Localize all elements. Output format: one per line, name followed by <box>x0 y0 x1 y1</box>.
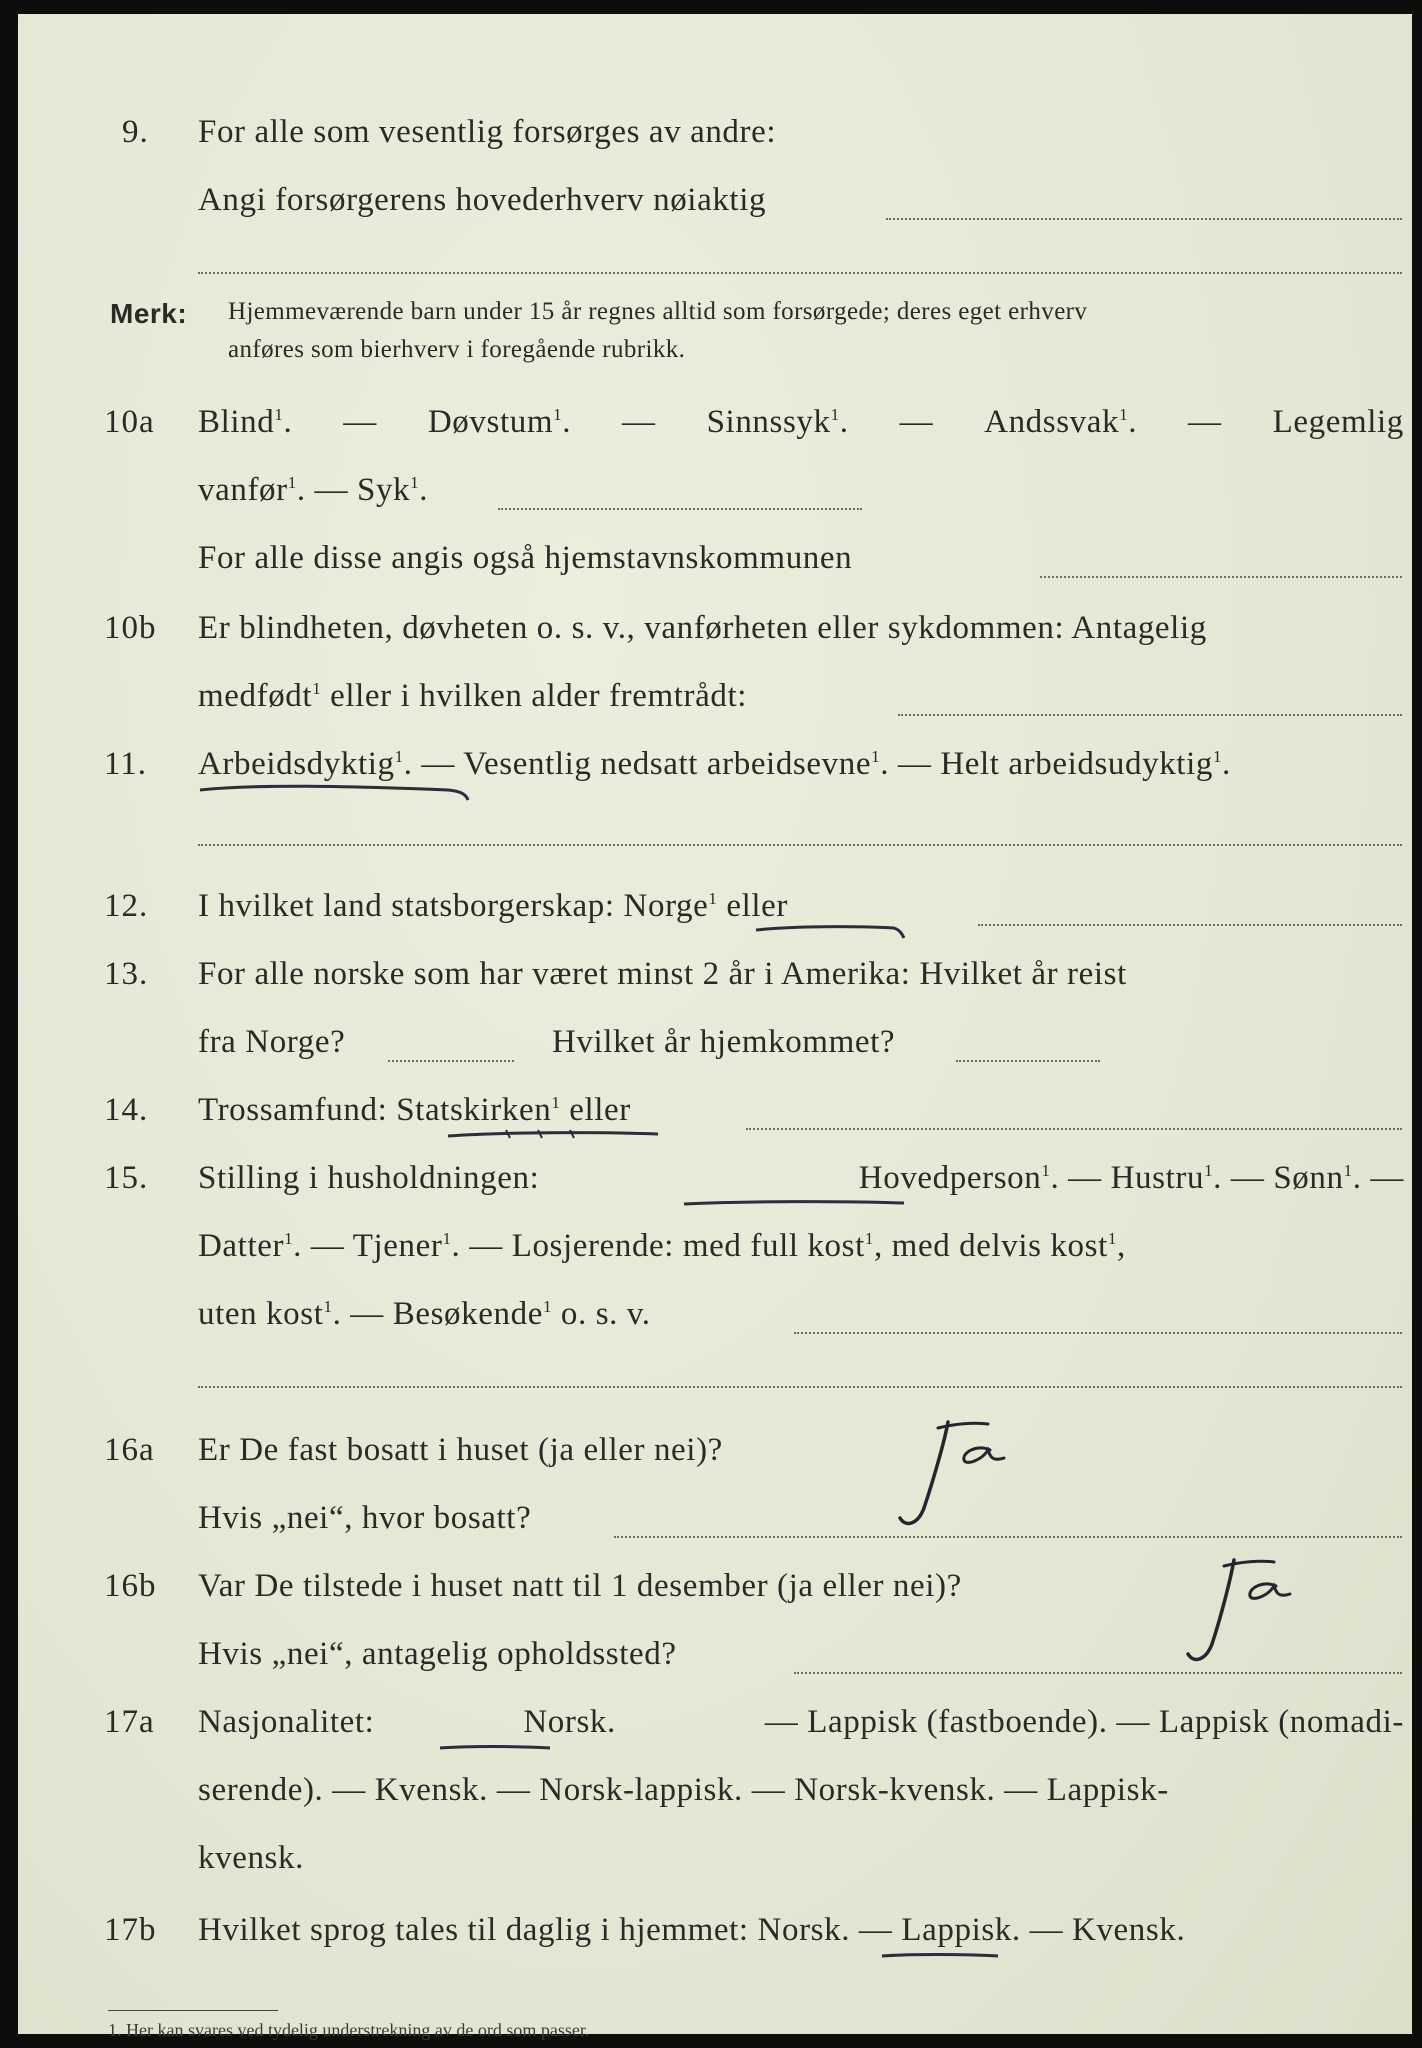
question-15-line-2 <box>18 1228 1412 1278</box>
question-number: 13. <box>104 956 149 992</box>
question-text: vanfør$^1$. — Syk$^1$. <box>198 472 429 508</box>
answer-line[interactable] <box>498 508 862 510</box>
question-text: fra Norge? <box>198 1024 346 1060</box>
option-norsk-sprog[interactable]: Norsk. <box>757 1912 851 1948</box>
question-16a <box>18 1432 1412 1482</box>
question-text: Er blindheten, døvheten o. s. v., vanførheten eller sykdommen: Antagelig <box>198 610 1207 646</box>
handwritten-underline <box>682 1196 912 1212</box>
question-17a-line-2 <box>18 1772 1412 1822</box>
option-hovedperson[interactable]: Hovedperson <box>858 1160 1042 1196</box>
question-text: Angi forsørgerens hovederhverv nøiaktig <box>198 182 767 218</box>
answer-line[interactable] <box>198 844 1402 846</box>
question-text: Blind$^1$. — Døvstum$^1$. — Sinnssyk$^1$. — Andssvak$^1$. — Legemlig <box>198 404 1404 440</box>
question-16b-line-2 <box>18 1636 1412 1686</box>
question-text: Er De fast bosatt i huset (ja eller nei)? <box>198 1432 723 1468</box>
question-10b <box>18 610 1412 660</box>
question-number: 16b <box>104 1568 157 1604</box>
question-text: Trossamfund: Statskirken$^1$ eller <box>198 1092 631 1128</box>
note-label: Merk: <box>110 298 188 329</box>
answer-line[interactable] <box>794 1332 1402 1334</box>
handwritten-underline <box>438 1742 558 1756</box>
census-form-page <box>18 14 1412 2040</box>
note-text: anføres som bierhverv i foregående rubrikk. <box>228 336 686 363</box>
option-norsk[interactable]: Norsk. <box>523 1704 616 1740</box>
question-17b <box>18 1912 1412 1962</box>
question-text: Hvilket år hjemkommet? <box>552 1024 896 1060</box>
question-10a-line-2 <box>18 472 1412 522</box>
question-text: Datter$^1$. — Tjener$^1$. — Losjerende: med full kost$^1$, med delvis kost$^1$, <box>198 1228 1126 1264</box>
question-16a-line-2 <box>18 1500 1412 1550</box>
question-number: 17b <box>104 1912 157 1948</box>
answer-line[interactable] <box>956 1060 1100 1062</box>
question-text: medfødt$^1$ eller i hvilken alder fremtrådt: <box>198 678 748 714</box>
footnote: 1. Her kan svares ved tydelig understrekning av de ord som passer. <box>108 2020 590 2040</box>
question-text: Var De tilstede i huset natt til 1 desember (ja eller nei)? <box>198 1568 962 1604</box>
question-number: 15. <box>104 1160 149 1196</box>
question-text: I hvilket land statsborgerskap: Norge$^1$ eller <box>198 888 788 924</box>
question-17a <box>18 1704 1412 1754</box>
question-12 <box>18 888 1412 938</box>
note-text: Hjemmeværende barn under 15 år regnes alltid som forsørgede; deres eget erhverv <box>228 298 1088 325</box>
question-text: kvensk. <box>198 1840 304 1876</box>
handwritten-underline <box>198 780 478 804</box>
question-9 <box>18 114 1412 164</box>
question-text: Arbeidsdyktig$^1$. — Vesentlig nedsatt arbeidsevne$^1$. — Helt arbeidsudyktig$^1$. <box>198 746 1231 782</box>
question-number: 11. <box>104 746 148 782</box>
option-norge[interactable]: Norge <box>623 888 709 924</box>
question-text: Nasjonalitet: Norsk. — Lappisk (fastboende). — Lappisk (nomadi- <box>198 1704 1404 1740</box>
answer-line[interactable] <box>794 1672 1402 1674</box>
question-number: 10b <box>104 610 157 646</box>
question-10a-line-3 <box>18 540 1412 590</box>
question-13-line-2 <box>18 1024 1412 1074</box>
answer-line[interactable] <box>1040 576 1402 578</box>
question-text: Hvilket sprog tales til daglig i hjemmet: Norsk. — Lappisk. — Kvensk. <box>198 1912 1186 1948</box>
question-number: 9. <box>122 114 149 150</box>
answer-line[interactable] <box>978 924 1402 926</box>
answer-line[interactable] <box>198 1386 1402 1388</box>
question-text: For alle norske som har været minst 2 år i Amerika: Hvilket år reist <box>198 956 1127 992</box>
option-arbeidsdyktig[interactable]: Arbeidsdyktig <box>198 746 395 782</box>
answer-line[interactable] <box>886 218 1402 220</box>
question-10a <box>18 404 1412 454</box>
question-text: serende). — Kvensk. — Norsk-lappisk. — Norsk-kvensk. — Lappisk- <box>198 1772 1169 1808</box>
question-number: 16a <box>104 1432 155 1468</box>
question-text: For alle som vesentlig forsørges av andre: <box>198 114 777 150</box>
question-15-line-3 <box>18 1296 1412 1346</box>
question-text: For alle disse angis også hjemstavnskommunen <box>198 540 853 576</box>
note-block-line-2 <box>18 336 1412 386</box>
question-9-line-2 <box>18 182 1412 232</box>
question-text: uten kost$^1$. — Besøkende$^1$ o. s. v. <box>198 1296 651 1332</box>
option-statskirken[interactable]: Statskirken <box>396 1092 552 1128</box>
question-number: 10a <box>104 404 155 440</box>
answer-line[interactable] <box>898 714 1402 716</box>
handwritten-underline <box>754 922 910 942</box>
answer-line[interactable] <box>614 1536 1402 1538</box>
question-text: Hvis „nei“, antagelig opholdssted? <box>198 1636 677 1672</box>
question-number: 12. <box>104 888 149 924</box>
question-13 <box>18 956 1412 1006</box>
footnote-rule <box>108 2010 278 2011</box>
question-10b-line-2 <box>18 678 1412 728</box>
handwritten-underline <box>446 1128 666 1144</box>
question-14 <box>18 1092 1412 1142</box>
question-text: Hvis „nei“, hvor bosatt? <box>198 1500 532 1536</box>
answer-line[interactable] <box>746 1128 1402 1130</box>
answer-line[interactable] <box>388 1060 514 1062</box>
question-number: 17a <box>104 1704 155 1740</box>
question-17a-line-3 <box>18 1840 1412 1890</box>
answer-line[interactable] <box>198 272 1402 274</box>
question-text: Stilling i husholdningen: Hovedperson$^1$. — Hustru$^1$. — Sønn$^1$. — <box>198 1160 1404 1196</box>
handwritten-underline <box>880 1950 1004 1964</box>
question-number: 14. <box>104 1092 149 1128</box>
